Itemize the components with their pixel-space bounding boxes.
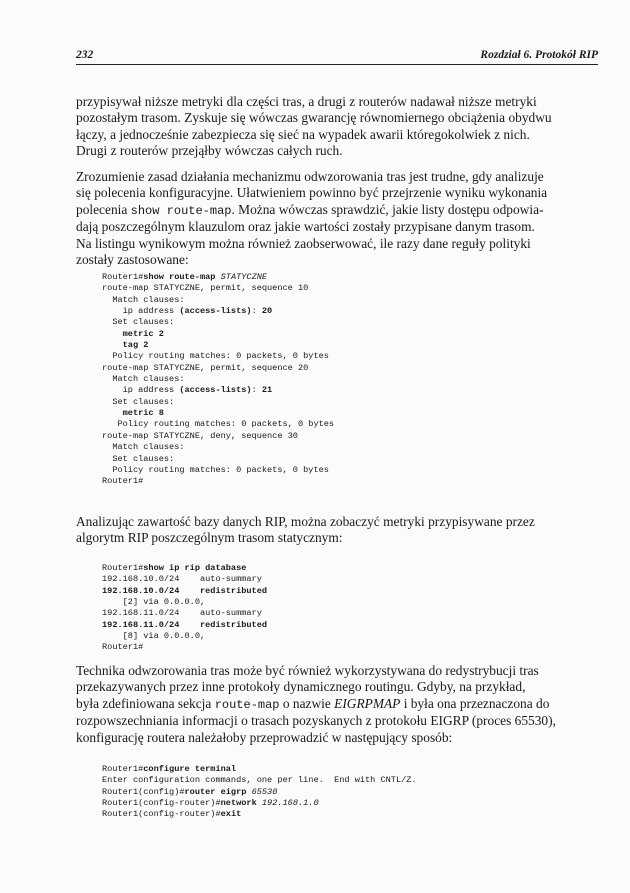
page-number: 232 — [76, 49, 94, 61]
code-line: [8] via 0.0.0.0, — [102, 631, 206, 642]
cli-prompt: Router1(config-router)# — [102, 798, 221, 809]
cli-argument: 65530 — [246, 786, 278, 797]
text-span: i była ona przeznaczona do — [400, 695, 550, 711]
cli-prompt: Router1(config-router)# — [102, 809, 221, 820]
text-line: Drugi z routerów przejąłby wówczas całych ruch. — [76, 143, 343, 159]
text-line: pozostałym trasom. Zyskuje się wówczas gwarancję równomiernego obciążenia obydwu — [76, 110, 552, 126]
text-line: rozpowszechniania informacji o trasach pozyskanych z protokołu EIGRP (proces 65530), — [76, 713, 556, 729]
code-line — [102, 809, 417, 820]
running-header — [76, 44, 598, 65]
text-line: przypisywał niższe metryki dla części tras, a drugi z routerów nadawał niższe metryki — [76, 94, 537, 109]
code-listing-route-map — [102, 272, 334, 488]
code-text: ip address — [102, 385, 180, 396]
code-text: ip address — [102, 306, 180, 317]
text-line: łączy, a jednocześnie zabezpiecza się sieć na wypadek awarii któregokolwiek z nich. — [76, 126, 530, 142]
cli-argument: 192.168.1.0 — [256, 798, 319, 809]
code-listing-rip-database — [102, 563, 267, 654]
code-line: route-map STATYCZNE, permit, sequence 10 — [102, 283, 309, 294]
text-span: była zdefiniowana sekcja — [76, 695, 215, 711]
text-line — [76, 696, 598, 713]
code-listing-eigrp-config — [102, 764, 417, 821]
text-line — [76, 202, 598, 219]
text-span: polecenia — [76, 201, 131, 217]
code-line: route-map STATYCZNE, deny, sequence 30 — [102, 430, 298, 441]
text-span: . Można wówczas sprawdzić, jakie listy dostępu odpowia- — [231, 201, 544, 217]
text-span: o nazwie — [279, 695, 335, 711]
code-line: Match clauses: — [102, 374, 185, 385]
inline-command: show route-map — [130, 203, 232, 218]
paragraph-1 — [76, 94, 598, 160]
code-line: Set clauses: — [102, 317, 175, 328]
code-keyword: (access-lists) — [179, 306, 252, 317]
paragraph-3 — [76, 514, 598, 547]
code-line: Router1# — [102, 642, 144, 653]
code-line: metric 2 — [102, 328, 164, 339]
route-map-name: EIGRPMAP — [334, 695, 401, 711]
code-line — [102, 272, 334, 283]
code-line — [102, 787, 417, 798]
cli-command: show route-map — [143, 272, 216, 282]
code-line: 192.168.10.0/24 redistributed — [102, 585, 268, 596]
text-line: Zrozumienie zasad działania mechanizmu odwzorowania tras jest trudne, gdy analizuje — [76, 169, 544, 184]
code-line: tag 2 — [102, 340, 149, 351]
code-line: metric 8 — [102, 408, 164, 419]
text-line: się polecenia konfiguracyjne. Ułatwieniem powinno być przejrzenie wyniku wykonania — [76, 185, 548, 201]
text-line: przekazywanych przez inne protokoły dynamicznego routingu. Gdyby, na przykład, — [76, 679, 526, 695]
chapter-title: Rozdział 6. Protokół RIP — [480, 49, 598, 61]
code-line: [2] via 0.0.0.0, — [102, 597, 206, 608]
cli-command: configure terminal — [143, 764, 237, 774]
text-line: konfigurację routera należałoby przeprowadzić w następujący sposób: — [76, 729, 453, 745]
code-line — [102, 385, 334, 396]
code-line: Enter configuration commands, one per line. End with CNTL/Z. — [102, 775, 417, 786]
cli-command: exit — [220, 809, 242, 820]
code-line: Policy routing matches: 0 packets, 0 bytes — [102, 464, 329, 475]
text-line: dają poszczególnym klauzulom oraz jakie wartości zostały przypisane danym trasom. — [76, 219, 535, 235]
code-line: Policy routing matches: 0 packets, 0 bytes — [102, 351, 329, 362]
code-line: Match clauses: — [102, 294, 185, 305]
code-line: Policy routing matches: 0 packets, 0 bytes — [102, 419, 335, 430]
text-line: algorytm RIP poszczególnym trasom statycznym: — [76, 530, 343, 546]
text-line: Na listingu wynikowym można również zaobserwować, ile razy dane reguły polityki — [76, 235, 531, 251]
cli-prompt: Router1# — [102, 764, 144, 774]
code-keyword: (access-lists) — [179, 385, 252, 396]
code-keyword: 20 — [261, 306, 273, 317]
code-line — [102, 798, 417, 809]
text-line: Technika odwzorowania tras może być również wykorzystywana do redystrybucji tras — [76, 663, 539, 678]
code-keyword: 21 — [261, 385, 273, 396]
code-line — [102, 563, 267, 574]
code-line — [102, 306, 334, 317]
cli-command: show ip rip database — [143, 563, 247, 573]
code-line: 192.168.10.0/24 auto-summary — [102, 574, 262, 585]
code-line: Set clauses: — [102, 453, 175, 464]
code-line: 192.168.11.0/24 redistributed — [102, 619, 268, 630]
code-text: : — [251, 385, 262, 396]
paragraph-2 — [76, 169, 598, 268]
cli-prompt: Router1(config)# — [102, 786, 185, 797]
code-line: Match clauses: — [102, 442, 185, 453]
cli-prompt: Router1# — [102, 563, 144, 573]
code-line: Set clauses: — [102, 396, 175, 407]
cli-argument: STATYCZNE — [215, 272, 268, 282]
text-line: Analizując zawartość bazy danych RIP, można zobaczyć metryki przypisywane przez — [76, 514, 535, 529]
code-line — [102, 764, 417, 775]
text-line: zostały zastosowane: — [76, 252, 189, 268]
cli-command: network — [220, 798, 257, 809]
inline-command: route-map — [214, 697, 280, 712]
code-text: : — [251, 306, 262, 317]
cli-prompt: Router1# — [102, 272, 144, 282]
cli-command: router eigrp — [184, 786, 247, 797]
code-line: 192.168.11.0/24 auto-summary — [102, 608, 262, 619]
code-line: Router1# — [102, 476, 144, 487]
paragraph-4 — [76, 663, 598, 746]
code-line: route-map STATYCZNE, permit, sequence 20 — [102, 362, 309, 373]
